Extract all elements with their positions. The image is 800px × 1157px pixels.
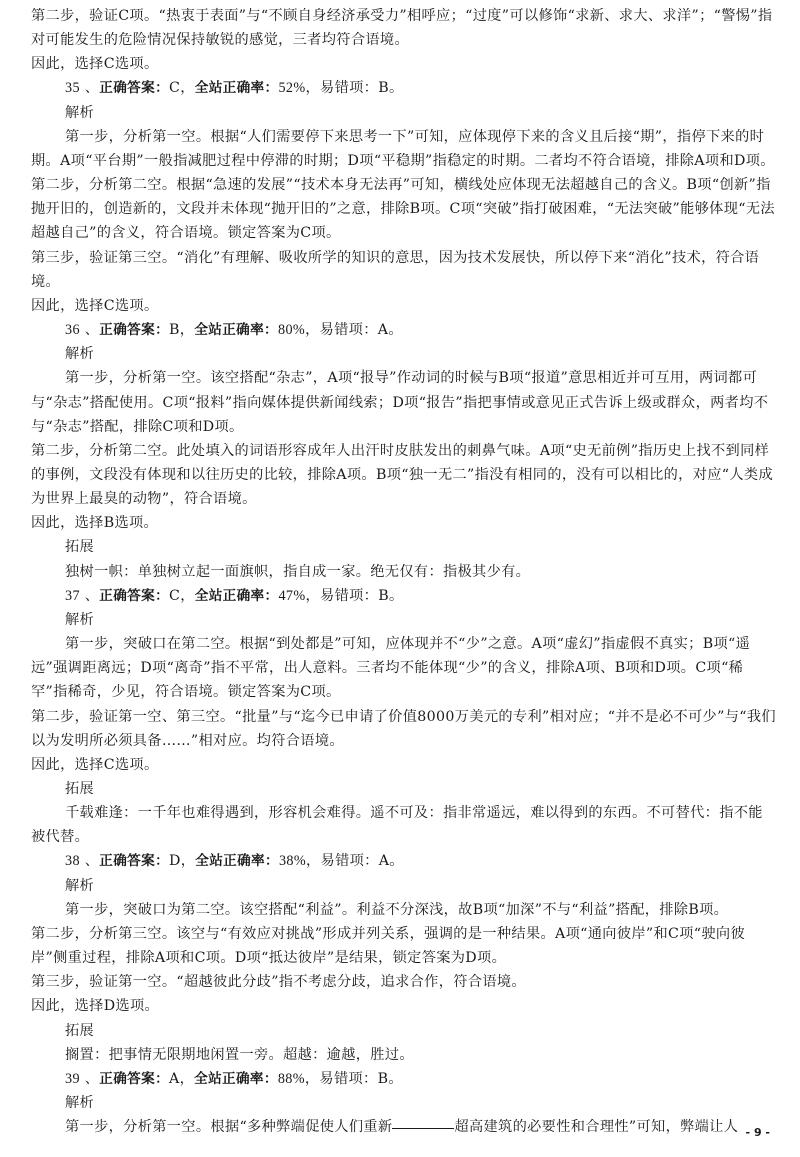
- separator: 、: [79, 322, 100, 339]
- rate-label: 全站正确率：: [194, 1070, 278, 1087]
- separator: 、: [79, 853, 100, 870]
- wrong-option-value: B。: [377, 1070, 403, 1087]
- wrong-option-value: A。: [378, 853, 404, 870]
- question-number: 36: [65, 322, 80, 339]
- analysis-paragraph: 千载难逢：一千年也难得遇到，形容机会难得。遥不可及：指非常遥远，难以得到的东西。不可替代：指不能被代替。: [31, 805, 763, 846]
- question-number: 35: [65, 80, 80, 97]
- rate-label: 全站正确率：: [194, 322, 279, 339]
- section-label: 解析: [65, 611, 95, 628]
- analysis-paragraph: 因此，选择C选项。: [31, 756, 159, 773]
- analysis-paragraph: 第三步，验证第一空。“超越彼此分歧”指不考虑分歧，追求合作，符合语境。: [31, 974, 526, 991]
- answer-line: [31, 1067, 776, 1091]
- fill-in-blank: [392, 1127, 454, 1129]
- wrong-option-label: 易错项：: [319, 322, 378, 339]
- question-number: 39: [65, 1070, 80, 1087]
- analysis-paragraph: 搁置：把事情无限期地闲置一旁。超越：逾越，胜过。: [65, 1046, 414, 1063]
- wrong-option-label: 易错项：: [320, 853, 379, 870]
- wrong-option-label: 易错项：: [320, 80, 379, 97]
- analysis-paragraph: 第二步，分析第二空。根据“急速的发展”“技术本身无法再”可知，横线处应体现无法超越自己的含义。B项“创新”指抛开旧的，创造新的，文段并未体现“抛开旧的”之意，排除B项。C项“突破”指打破困难，“无法突破”能够体现“无法超越自己”的含义，符合语境。锁定答案为C项。: [31, 177, 775, 242]
- answer-value: C，: [169, 80, 195, 97]
- separator: 、: [79, 80, 100, 97]
- analysis-paragraph: 第三步，验证第三空。“消化”有理解、吸收所学的知识的意思，因为技术发展快，所以停下来“消化”技术，符合语境。: [31, 249, 760, 290]
- rate-value: 80%，: [278, 322, 320, 339]
- wrong-option-label: 易错项：: [320, 587, 379, 604]
- question-number: 38: [65, 853, 80, 870]
- section-label: 解析: [65, 1095, 95, 1112]
- analysis-paragraph: 第一步，分析第一空。该空搭配“杂志”，A项“报导”作动词的时候与B项“报道”意思相近并可互用，两词都可与“杂志”搭配使用。C项“报料”指向媒体提供新闻线索；D项“报告”指把事情或意见正式告诉上级或群众，两者均不与“杂志”搭配，排除C项和D项。: [31, 370, 769, 435]
- analysis-paragraph: 第二步，验证第一空、第三空。“批量”与“迄今已申请了价值8000万美元的专利”相对应；“并不是必不可少”与“我们以为发明所必须具备……”相对应。均符合语境。: [31, 708, 776, 749]
- analysis-paragraph: 第一步，突破口为第二空。该空搭配“利益”。利益不分深浅，故B项“加深”不与“利益”搭配，排除B项。: [65, 901, 729, 918]
- analysis-paragraph: 第二步，验证C项。“热衷于表面”与“不顾自身经济承受力”相呼应；“过度”可以修饰“求新、求大、求洋”；“警惕”指对可能发生的危险情况保持敏锐的感觉，三者均符合语境。: [31, 8, 773, 49]
- answer-label: 正确答案：: [99, 322, 170, 339]
- section-label: 解析: [65, 104, 95, 121]
- rate-label: 全站正确率：: [195, 853, 279, 870]
- answer-value: D，: [169, 853, 196, 870]
- wrong-option-label: 易错项：: [319, 1070, 378, 1087]
- analysis-paragraph: 独树一帜：单独树立起一面旗帜，指自成一家。绝无仅有：指极其少有。: [65, 563, 531, 580]
- wrong-option-value: B。: [378, 587, 404, 604]
- text-after-blank: 超高建筑的必要性和合理性”可知，弊端让人: [454, 1119, 739, 1136]
- section-label: 拓展: [65, 781, 95, 797]
- analysis-paragraph: 因此，选择C选项。: [31, 297, 159, 314]
- answer-line: [31, 76, 776, 100]
- separator: 、: [79, 587, 100, 604]
- answer-value: B，: [169, 322, 195, 339]
- analysis-paragraph: 因此，选择B选项。: [31, 515, 159, 532]
- analysis-paragraph: 第二步，分析第二空。此处填入的词语形容成年人出汗时皮肤发出的刺鼻气味。A项“史无前例”指历史上找不到同样的事例，文段没有体现和以往历史的比较，排除A项。B项“独一无二”指没有相同的，没有可以相比的，对应“人类成为世界上最臭的动物”，符合语境。: [31, 442, 773, 508]
- section-label: 解析: [65, 346, 95, 363]
- rate-value: 88%，: [277, 1070, 320, 1087]
- answer-label: 正确答案：: [99, 80, 170, 97]
- section-label: 解析: [65, 877, 95, 894]
- wrong-option-value: A。: [377, 322, 403, 339]
- answer-label: 正确答案：: [99, 587, 170, 604]
- rate-label: 全站正确率：: [194, 587, 279, 604]
- analysis-paragraph: 因此，选择C选项。: [31, 56, 159, 73]
- analysis-paragraph: 第一步，分析第一空。根据“人们需要停下来思考一下”可知，应体现停下来的含义且后接“期”，指停下来的时期。A项“平台期”一般指减肥过程中停滞的时期；D项“平稳期”指稳定的时期。二者均不符合语境，排除A项和D项。: [31, 128, 775, 169]
- section-label: 拓展: [65, 1022, 95, 1039]
- answer-value: A，: [169, 1070, 195, 1087]
- section-label: 拓展: [65, 539, 95, 556]
- answer-label: 正确答案：: [99, 1070, 170, 1087]
- analysis-paragraph: 第一步，突破口在第二空。根据“到处都是”可知，应体现并不“少”之意。A项“虚幻”指虚假不真实；B项“遥远”强调距离远；D项“离奇”指不平常，出人意料。三者均不能体现“少”的含义，排除A项、B项和D项。C项“稀罕”指稀奇，少见，符合语境。锁定答案为C项。: [31, 636, 751, 701]
- answer-value: C，: [169, 587, 195, 604]
- rate-value: 38%，: [278, 853, 321, 870]
- page-number: - 9 -: [745, 1126, 770, 1139]
- answer-line: [31, 849, 776, 873]
- rate-value: 47%，: [278, 587, 321, 604]
- text-before-blank: 第一步，分析第一空。根据“多种弊端促使人们重新: [65, 1119, 393, 1136]
- answer-label: 正确答案：: [99, 853, 170, 870]
- analysis-paragraph: 因此，选择D选项。: [31, 998, 160, 1015]
- question-number: 37: [65, 587, 80, 604]
- document-body: [31, 4, 776, 1139]
- answer-line: [31, 584, 776, 608]
- rate-value: 52%，: [278, 80, 321, 97]
- analysis-paragraph: [31, 1115, 776, 1139]
- wrong-option-value: B。: [378, 80, 404, 97]
- separator: 、: [79, 1070, 100, 1087]
- rate-label: 全站正确率：: [194, 80, 279, 97]
- analysis-paragraph: 第二步，分析第三空。该空与“有效应对挑战”形成并列关系，强调的是一种结果。A项“通向彼岸”和C项“驶向彼岸”侧重过程，排除A项和C项。D项“抵达彼岸”是结果，锁定答案为D项。: [31, 925, 746, 967]
- answer-line: [31, 318, 776, 342]
